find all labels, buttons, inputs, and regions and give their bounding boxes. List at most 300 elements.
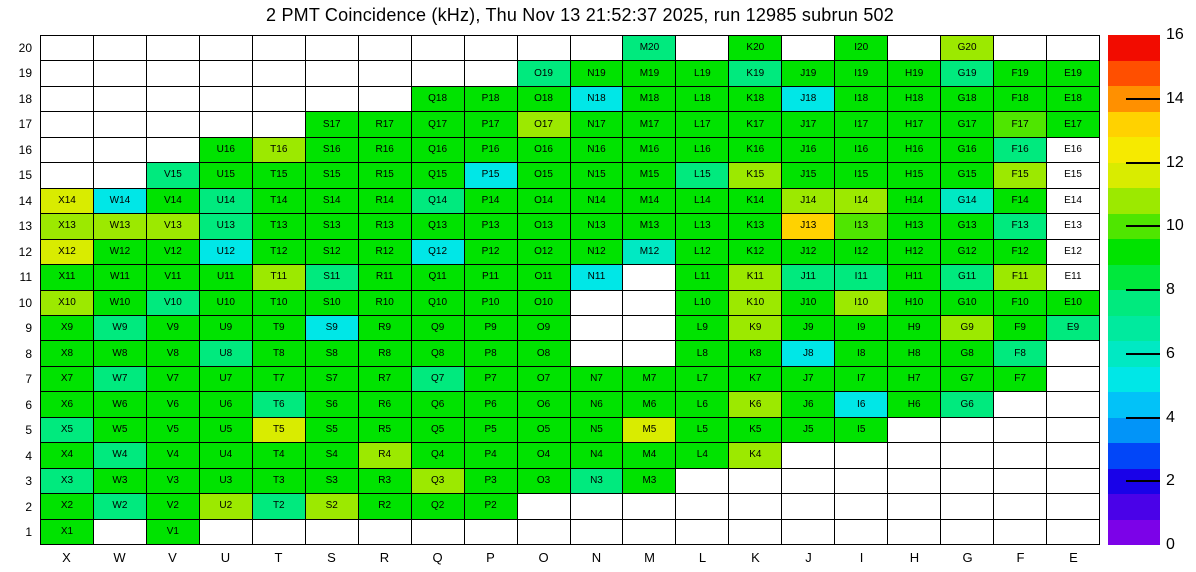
grid-cell: W5	[94, 418, 147, 443]
grid-cell: O11	[518, 265, 571, 290]
grid-cell: Q15	[412, 163, 465, 188]
grid-cell: E12	[1047, 240, 1100, 265]
grid-cell: V12	[147, 240, 200, 265]
grid-cell: X5	[41, 418, 94, 443]
grid-cell: G6	[941, 392, 994, 417]
grid-cell-empty	[518, 494, 571, 519]
y-axis-label: 5	[25, 423, 32, 438]
grid-cell: P13	[465, 214, 518, 239]
colorbar-tick-label: 12	[1166, 153, 1184, 171]
grid-cell: E18	[1047, 87, 1100, 112]
grid-cell-empty	[94, 61, 147, 86]
grid-cell-empty	[676, 469, 729, 494]
grid-cell: V7	[147, 367, 200, 392]
grid-cell-empty	[835, 443, 888, 468]
colorbar-band	[1108, 392, 1160, 418]
grid-cell: V5	[147, 418, 200, 443]
grid-cell-empty	[571, 494, 624, 519]
grid-cell: O3	[518, 469, 571, 494]
grid-cell: U9	[200, 316, 253, 341]
x-axis-label: F	[1016, 550, 1025, 565]
grid-cell-empty	[941, 443, 994, 468]
grid-cell: R16	[359, 138, 412, 163]
grid-cell: L14	[676, 189, 729, 214]
grid-cell: R17	[359, 112, 412, 137]
grid-cell: Q9	[412, 316, 465, 341]
grid-cell: X8	[41, 341, 94, 366]
grid-cell-empty	[465, 61, 518, 86]
grid-cell-empty	[41, 163, 94, 188]
grid-cell-empty	[147, 112, 200, 137]
grid-cell: S15	[306, 163, 359, 188]
grid-cell-empty	[306, 520, 359, 545]
grid-cell: F15	[994, 163, 1047, 188]
grid-cell: S7	[306, 367, 359, 392]
grid-cell: V3	[147, 469, 200, 494]
grid-cell: S14	[306, 189, 359, 214]
grid-cell: W13	[94, 214, 147, 239]
grid-cell: U6	[200, 392, 253, 417]
grid-cell-empty	[782, 36, 835, 61]
grid-cell: Q11	[412, 265, 465, 290]
grid-cell: T8	[253, 341, 306, 366]
x-axis-label: E	[1069, 550, 1078, 565]
grid-cell: M3	[623, 469, 676, 494]
grid-cell-empty	[41, 61, 94, 86]
grid-cell: T3	[253, 469, 306, 494]
grid-cell: L11	[676, 265, 729, 290]
grid-cell: U2	[200, 494, 253, 519]
grid-cell: F16	[994, 138, 1047, 163]
grid-cell: K6	[729, 392, 782, 417]
grid-cell-empty	[1047, 494, 1100, 519]
grid-cell: O15	[518, 163, 571, 188]
colorbar-band	[1108, 239, 1160, 265]
colorbar-tick	[1126, 225, 1160, 227]
grid-cell: X4	[41, 443, 94, 468]
grid-cell-empty	[676, 494, 729, 519]
grid-cell-empty	[623, 341, 676, 366]
grid-cell: N4	[571, 443, 624, 468]
grid-cell-empty	[94, 112, 147, 137]
grid-cell: P6	[465, 392, 518, 417]
grid-cell: T14	[253, 189, 306, 214]
grid-cell: J6	[782, 392, 835, 417]
grid-cell-empty	[941, 418, 994, 443]
y-axis-label: 4	[25, 448, 32, 463]
grid-cell: G11	[941, 265, 994, 290]
y-axis-label: 8	[25, 346, 32, 361]
grid-cell: J11	[782, 265, 835, 290]
grid-cell: H15	[888, 163, 941, 188]
grid-cell-empty	[147, 36, 200, 61]
grid-cell: F9	[994, 316, 1047, 341]
grid-cell: V11	[147, 265, 200, 290]
grid-cell: X14	[41, 189, 94, 214]
y-axis-label: 18	[18, 91, 32, 106]
y-axis-label: 20	[18, 40, 32, 55]
grid-cell: I6	[835, 392, 888, 417]
grid-cell: L17	[676, 112, 729, 137]
grid-cell: N16	[571, 138, 624, 163]
grid-cell-empty	[994, 418, 1047, 443]
colorbar-band	[1108, 112, 1160, 138]
grid-cell: U12	[200, 240, 253, 265]
grid-cell: W8	[94, 341, 147, 366]
grid-cell-empty	[253, 87, 306, 112]
grid-cell: X11	[41, 265, 94, 290]
grid-cell: S4	[306, 443, 359, 468]
grid-cell: U16	[200, 138, 253, 163]
grid-cell: L12	[676, 240, 729, 265]
grid-cell: G7	[941, 367, 994, 392]
colorbar-tick	[1126, 162, 1160, 164]
grid-cell: V1	[147, 520, 200, 545]
grid-cell: F13	[994, 214, 1047, 239]
grid-cell: L15	[676, 163, 729, 188]
grid-cell-empty	[41, 138, 94, 163]
grid-cell: T12	[253, 240, 306, 265]
grid-cell: M5	[623, 418, 676, 443]
grid-cell: M19	[623, 61, 676, 86]
grid-cell: R12	[359, 240, 412, 265]
grid-cell: H14	[888, 189, 941, 214]
colorbar-tick	[1126, 353, 1160, 355]
grid-cell: S8	[306, 341, 359, 366]
grid-cell: P18	[465, 87, 518, 112]
grid-cell: Q6	[412, 392, 465, 417]
grid-cell: L9	[676, 316, 729, 341]
grid-cell: I14	[835, 189, 888, 214]
grid-cell: O5	[518, 418, 571, 443]
grid-cell-empty	[994, 36, 1047, 61]
y-axis-label: 17	[18, 117, 32, 132]
grid-cell-empty	[571, 316, 624, 341]
colorbar-band	[1108, 316, 1160, 342]
grid-cell-empty	[94, 520, 147, 545]
colorbar-tick-label: 2	[1166, 472, 1175, 490]
grid-cell: R9	[359, 316, 412, 341]
colorbar-tick-label: 4	[1166, 408, 1175, 426]
grid-cell: W4	[94, 443, 147, 468]
grid-cell: W10	[94, 291, 147, 316]
x-axis-label: S	[327, 550, 336, 565]
grid-cell-empty	[147, 87, 200, 112]
grid-cell: W7	[94, 367, 147, 392]
grid-cell: F11	[994, 265, 1047, 290]
grid-cell: S16	[306, 138, 359, 163]
grid-cell: N17	[571, 112, 624, 137]
grid-cell: T4	[253, 443, 306, 468]
grid-cell: K7	[729, 367, 782, 392]
grid-cell-empty	[888, 469, 941, 494]
grid-cell: N11	[571, 265, 624, 290]
x-axis-label: H	[909, 550, 920, 565]
colorbar-band	[1108, 163, 1160, 189]
grid-cell-empty	[465, 36, 518, 61]
grid-cell: K9	[729, 316, 782, 341]
grid-cell: S3	[306, 469, 359, 494]
x-axis-label: W	[113, 550, 126, 565]
grid-cell: J18	[782, 87, 835, 112]
grid-cell: H7	[888, 367, 941, 392]
grid-cell: G17	[941, 112, 994, 137]
grid-cell-empty	[888, 520, 941, 545]
grid-cell: R3	[359, 469, 412, 494]
grid-cell: W6	[94, 392, 147, 417]
y-axis-label: 13	[18, 219, 32, 234]
grid-cell: K17	[729, 112, 782, 137]
y-axis-label: 12	[18, 244, 32, 259]
grid-cell-empty	[729, 494, 782, 519]
grid-cell: J9	[782, 316, 835, 341]
grid-cell: K13	[729, 214, 782, 239]
colorbar-band	[1108, 290, 1160, 316]
grid-cell: F10	[994, 291, 1047, 316]
grid-cell-empty	[253, 112, 306, 137]
x-axis-label: M	[644, 550, 655, 565]
grid-cell: O12	[518, 240, 571, 265]
grid-cell: R4	[359, 443, 412, 468]
grid-cell: K20	[729, 36, 782, 61]
grid-cell-empty	[412, 520, 465, 545]
grid-cell: Q17	[412, 112, 465, 137]
grid-cell-empty	[359, 61, 412, 86]
grid-cell: X6	[41, 392, 94, 417]
grid-cell: I8	[835, 341, 888, 366]
grid-cell: L5	[676, 418, 729, 443]
grid-cell: G18	[941, 87, 994, 112]
grid-cell: T5	[253, 418, 306, 443]
grid-cell: M7	[623, 367, 676, 392]
grid-cell: H17	[888, 112, 941, 137]
grid-cell: K5	[729, 418, 782, 443]
grid-cell: O9	[518, 316, 571, 341]
grid-cell: G9	[941, 316, 994, 341]
grid-cell: T13	[253, 214, 306, 239]
grid-cell: I7	[835, 367, 888, 392]
grid-cell: T11	[253, 265, 306, 290]
y-axis-label: 6	[25, 397, 32, 412]
grid-cell: L8	[676, 341, 729, 366]
grid-cell: U3	[200, 469, 253, 494]
grid-cell: J16	[782, 138, 835, 163]
grid-cell: P12	[465, 240, 518, 265]
grid-cell: I17	[835, 112, 888, 137]
grid-cell: F17	[994, 112, 1047, 137]
grid-cell: O19	[518, 61, 571, 86]
grid-cell: X3	[41, 469, 94, 494]
grid-cell-empty	[465, 520, 518, 545]
grid-cell: P10	[465, 291, 518, 316]
grid-cell: V15	[147, 163, 200, 188]
grid-cell: Q16	[412, 138, 465, 163]
grid-cell: W2	[94, 494, 147, 519]
grid-cell-empty	[782, 469, 835, 494]
grid-cell: Q14	[412, 189, 465, 214]
grid-cell: E13	[1047, 214, 1100, 239]
y-axis-label: 14	[18, 193, 32, 208]
grid-cell: R11	[359, 265, 412, 290]
x-axis-label: G	[962, 550, 973, 565]
y-axis-label: 16	[18, 142, 32, 157]
grid-cell-empty	[941, 469, 994, 494]
grid-cell: R8	[359, 341, 412, 366]
grid-cell: N7	[571, 367, 624, 392]
grid-cell-empty	[1047, 392, 1100, 417]
grid-cell: F12	[994, 240, 1047, 265]
grid-cell: E9	[1047, 316, 1100, 341]
grid-cell-empty	[994, 443, 1047, 468]
x-axis-label: Q	[432, 550, 443, 565]
grid-cell-empty	[571, 291, 624, 316]
x-axis-label: P	[486, 550, 495, 565]
grid-cell: U8	[200, 341, 253, 366]
grid-cell: M13	[623, 214, 676, 239]
grid-cell: Q8	[412, 341, 465, 366]
grid-cell: U15	[200, 163, 253, 188]
grid-cell: V6	[147, 392, 200, 417]
grid-cell: G10	[941, 291, 994, 316]
grid-cell: O8	[518, 341, 571, 366]
grid-cell-empty	[306, 61, 359, 86]
grid-cell: X7	[41, 367, 94, 392]
grid-cell-empty	[994, 392, 1047, 417]
y-axis-label: 3	[25, 474, 32, 489]
grid-cell: G12	[941, 240, 994, 265]
grid-cell-empty	[623, 520, 676, 545]
grid-cell-empty	[994, 520, 1047, 545]
grid-cell: R6	[359, 392, 412, 417]
grid-cell: E16	[1047, 138, 1100, 163]
grid-cell: T16	[253, 138, 306, 163]
grid-cell-empty	[941, 494, 994, 519]
grid-cell: R14	[359, 189, 412, 214]
grid-cell: M18	[623, 87, 676, 112]
grid-cell: X13	[41, 214, 94, 239]
grid-cell-empty	[253, 36, 306, 61]
grid-cell: P16	[465, 138, 518, 163]
colorbar-tick	[1126, 289, 1160, 291]
grid-cell: J13	[782, 214, 835, 239]
grid-cell: O7	[518, 367, 571, 392]
grid-cell: U11	[200, 265, 253, 290]
colorbar-tick-label: 16	[1166, 26, 1184, 43]
grid-cell: F18	[994, 87, 1047, 112]
grid-cell: M20	[623, 36, 676, 61]
grid-cell: G19	[941, 61, 994, 86]
grid-cell: M15	[623, 163, 676, 188]
grid-cell: M14	[623, 189, 676, 214]
colorbar-band	[1108, 494, 1160, 520]
grid-cell: V14	[147, 189, 200, 214]
grid-cell-empty	[359, 520, 412, 545]
grid-cell: L7	[676, 367, 729, 392]
grid-cell: J12	[782, 240, 835, 265]
grid-cell: P5	[465, 418, 518, 443]
grid-cell: H11	[888, 265, 941, 290]
grid-cell: I11	[835, 265, 888, 290]
grid-cell-empty	[359, 87, 412, 112]
grid-cell-empty	[147, 61, 200, 86]
grid-cell: H9	[888, 316, 941, 341]
grid-cell: K19	[729, 61, 782, 86]
grid-cell: E11	[1047, 265, 1100, 290]
grid-cell: E17	[1047, 112, 1100, 137]
grid-cell: S6	[306, 392, 359, 417]
grid-cell-empty	[994, 469, 1047, 494]
plot-grid	[40, 35, 1100, 545]
grid-cell-empty	[888, 36, 941, 61]
grid-cell-empty	[1047, 36, 1100, 61]
grid-cell: G13	[941, 214, 994, 239]
grid-cell: U5	[200, 418, 253, 443]
grid-cell: O10	[518, 291, 571, 316]
grid-cell-empty	[835, 469, 888, 494]
colorbar-band	[1108, 443, 1160, 469]
grid-cell: F7	[994, 367, 1047, 392]
grid-cell-empty	[623, 316, 676, 341]
grid-cell: E19	[1047, 61, 1100, 86]
grid-cell-empty	[200, 61, 253, 86]
grid-cell: S10	[306, 291, 359, 316]
grid-cell-empty	[1047, 443, 1100, 468]
grid-cell: S12	[306, 240, 359, 265]
x-axis-label: I	[859, 550, 864, 565]
grid-cell-empty	[623, 265, 676, 290]
grid-cell: Q18	[412, 87, 465, 112]
colorbar-tick-label: 6	[1166, 344, 1175, 362]
grid-cell: I15	[835, 163, 888, 188]
grid-cell: T9	[253, 316, 306, 341]
y-axis-label: 1	[25, 525, 32, 540]
grid-cell: J19	[782, 61, 835, 86]
grid-cell: N14	[571, 189, 624, 214]
grid-cell: W12	[94, 240, 147, 265]
grid-cell: H10	[888, 291, 941, 316]
grid-cell: J17	[782, 112, 835, 137]
grid-cell: J5	[782, 418, 835, 443]
grid-cell: Q13	[412, 214, 465, 239]
grid-cell-empty	[253, 61, 306, 86]
grid-cell-empty	[676, 36, 729, 61]
grid-cell-empty	[782, 494, 835, 519]
grid-cell-empty	[94, 87, 147, 112]
grid-cell: O18	[518, 87, 571, 112]
grid-cell: I10	[835, 291, 888, 316]
grid-cell-empty	[200, 36, 253, 61]
grid-cell: Q3	[412, 469, 465, 494]
grid-cell: R5	[359, 418, 412, 443]
colorbar-tick	[1126, 98, 1160, 100]
grid-cell: F8	[994, 341, 1047, 366]
grid-cell-empty	[888, 443, 941, 468]
grid-cell: O17	[518, 112, 571, 137]
grid-cell-empty	[518, 520, 571, 545]
grid-cell: P15	[465, 163, 518, 188]
grid-cell-empty	[1047, 469, 1100, 494]
colorbar-band	[1108, 61, 1160, 87]
grid-cell: P8	[465, 341, 518, 366]
grid-cell: R7	[359, 367, 412, 392]
grid-cell: U7	[200, 367, 253, 392]
grid-cell: G16	[941, 138, 994, 163]
grid-cell: P2	[465, 494, 518, 519]
grid-cell: K11	[729, 265, 782, 290]
grid-cell: S2	[306, 494, 359, 519]
grid-cell: N13	[571, 214, 624, 239]
grid-cell: W11	[94, 265, 147, 290]
